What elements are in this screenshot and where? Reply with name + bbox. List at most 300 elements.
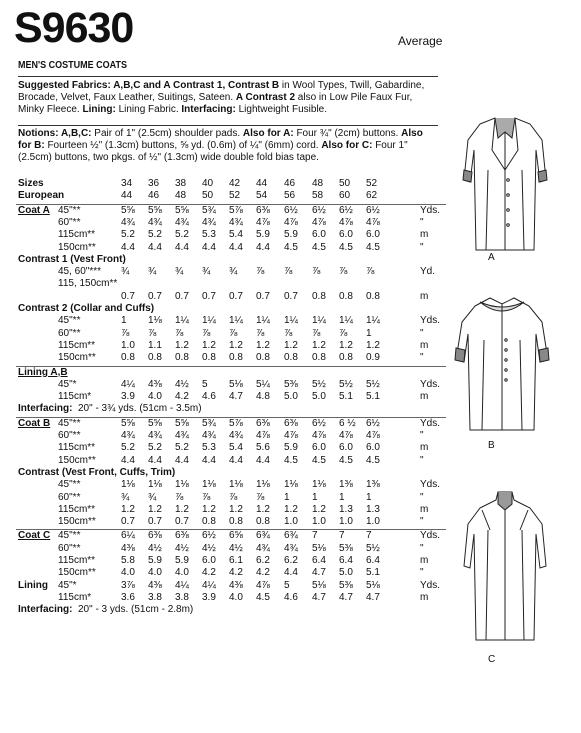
fabric-width: 60"** — [58, 491, 81, 503]
yardage-cell: ⅞ — [366, 266, 375, 278]
yardage-cell: 5.1 — [339, 391, 353, 403]
yardage-cell: 4¼ — [202, 579, 216, 591]
yardage-cell: 6.0 — [339, 442, 353, 454]
yardage-cell: 4.6 — [202, 391, 216, 403]
yardage-cell: ⅞ — [202, 327, 211, 339]
yardage-cell: 1⅛ — [256, 479, 270, 491]
yardage-cell: 5.4 — [229, 229, 243, 241]
table-row — [16, 418, 446, 430]
yardage-cell: 6.0 — [366, 442, 380, 454]
yardage-cell: 1.2 — [256, 503, 270, 515]
yardage-cell: 0.8 — [202, 352, 216, 364]
yardage-cell: 1.2 — [148, 503, 162, 515]
yardage-cell: 1¼ — [339, 315, 353, 327]
yardage-cell: 4.4 — [256, 241, 270, 253]
yardage-cell: 4.0 — [121, 567, 135, 579]
unit-cell: " — [420, 454, 424, 466]
yardage-cell: 4.5 — [339, 454, 353, 466]
yardage-cell: 3.6 — [121, 591, 135, 603]
yardage-cell: 4.5 — [284, 454, 298, 466]
unit-cell: Yds. — [420, 530, 441, 542]
sizes-cell: 40 — [202, 178, 214, 189]
table-row — [16, 567, 446, 579]
coat-b-illustration — [440, 290, 565, 440]
yardage-cell: 5.9 — [256, 229, 270, 241]
yardage-cell: 4¾ — [121, 216, 135, 228]
table-row — [16, 242, 446, 254]
yardage-cell: 5⅝ — [175, 417, 189, 429]
fabric-width: 45"** — [58, 204, 81, 216]
yardage-cell: 5½ — [312, 378, 326, 390]
yardage-cell: 4⅞ — [256, 216, 270, 228]
yardage-cell: 4.6 — [284, 591, 298, 603]
yardage-cell: 6½ — [366, 204, 380, 216]
yardage-cell: 0.9 — [366, 352, 380, 364]
yardage-cell: ⅞ — [175, 327, 184, 339]
yardage-cell: 1 — [366, 491, 372, 503]
european-cell: 52 — [229, 190, 241, 202]
yardage-cell: 1⅛ — [284, 479, 298, 491]
yardage-cell: 4.7 — [366, 591, 380, 603]
yardage-cell: 4.0 — [175, 567, 189, 579]
table-row — [16, 278, 446, 290]
yardage-cell: 5.3 — [202, 229, 216, 241]
fabric-width: 115cm** — [58, 555, 96, 566]
yardage-cell: 4.7 — [312, 591, 326, 603]
yardage-cell: 4.4 — [284, 567, 298, 579]
yardage-cell: 0.8 — [229, 516, 243, 528]
suggested-fabrics: Suggested Fabrics: A,B,C and A Contrast 1, Contrast B in Wool Types, Twill, Gabardine, Brocade, Velvet, Faux Leather, Suitings, Sateen. A Contrast 2 also in Low Pile Faux Fur, Minky Fleece. Lining: Lining Fabric. Interfacing: Lightweight Fusible. — [18, 80, 425, 116]
yardage-cell: ¾ — [148, 266, 157, 278]
interfacing-label: Interfacing: — [18, 403, 73, 415]
yardage-cell: 1¼ — [202, 315, 216, 327]
yardage-cell: 4.5 — [284, 241, 298, 253]
yardage-cell: 4¾ — [121, 430, 135, 441]
yardage-cell: 5.0 — [339, 567, 353, 579]
fabric-width: 45"** — [58, 315, 81, 327]
yardage-cell: 5.4 — [229, 442, 243, 454]
yardage-cell: 4¾ — [256, 542, 270, 554]
yardage-cell: 1¼ — [366, 315, 380, 327]
yardage-cell: 4.4 — [121, 241, 135, 253]
yardage-cell: 1.2 — [312, 339, 326, 351]
unit-cell: " — [420, 241, 424, 253]
yardage-cell: 4.4 — [148, 241, 162, 253]
fabric-width: 150cm** — [58, 516, 96, 528]
unit-cell: Yds. — [420, 417, 441, 429]
table-row — [16, 217, 446, 229]
unit-cell: Yds. — [420, 378, 441, 390]
yardage-cell: 1⅜ — [366, 479, 380, 491]
yardage-cell: 5⅜ — [284, 378, 298, 390]
yardage-cell: 4.5 — [312, 241, 326, 253]
yardage-cell: ⅞ — [312, 266, 321, 278]
yardage-cell: 1¼ — [229, 315, 243, 327]
yardage-cell: 3.9 — [121, 391, 135, 403]
yardage-cell: 1¼ — [284, 315, 298, 327]
yardage-cell: 1⅛ — [121, 479, 135, 491]
yardage-cell: ⅞ — [121, 327, 130, 339]
yardage-cell: 4⅞ — [366, 430, 380, 441]
table-row — [16, 592, 446, 604]
yardage-cell: 1.0 — [366, 516, 380, 528]
yardage-cell: ⅞ — [148, 327, 157, 339]
yardage-cell: 0.7 — [121, 516, 135, 528]
yardage-cell: 1 — [312, 491, 318, 503]
yardage-cell: ¾ — [229, 266, 238, 278]
yardage-cell: 4¾ — [148, 430, 162, 441]
unit-cell: " — [420, 567, 424, 579]
yardage-cell: 6.0 — [202, 555, 216, 566]
yardage-cell: 6.0 — [312, 442, 326, 454]
fabric-width: 45"* — [58, 378, 77, 390]
yardage-cell: 6¾ — [256, 530, 270, 542]
yardage-cell: 5.1 — [366, 391, 380, 403]
yardage-cell: 1⅛ — [175, 479, 189, 491]
yardage-cell: 0.8 — [256, 516, 270, 528]
sizes-cell: 48 — [312, 178, 324, 189]
yardage-cell: 5.6 — [256, 442, 270, 454]
unit-cell: m — [420, 391, 429, 403]
yardage-cell: 6½ — [366, 417, 380, 429]
yardage-cell: 6.0 — [312, 229, 326, 241]
yardage-cell: 1 — [284, 491, 290, 503]
yardage-cell: 0.7 — [121, 290, 135, 302]
section-label: Contrast 2 (Collar and Cuffs) — [18, 303, 155, 314]
table-row — [16, 391, 446, 403]
yardage-cell: 1¼ — [256, 315, 270, 327]
table-header-row — [16, 190, 446, 202]
yardage-cell: 4½ — [229, 542, 243, 554]
yardage-cell: ¾ — [121, 266, 130, 278]
fabric-width: 60"** — [58, 542, 81, 554]
yardage-cell: 5½ — [366, 542, 380, 554]
yardage-cell: 5.9 — [175, 555, 189, 566]
sizes-cell: 44 — [256, 178, 268, 189]
yardage-cell: 1⅛ — [312, 479, 326, 491]
yardage-cell: 5.0 — [312, 391, 326, 403]
row-label: Coat B — [18, 417, 51, 429]
interfacing-label: Interfacing: — [18, 604, 73, 616]
yardage-cell: 1.2 — [284, 503, 298, 515]
yardage-cell: 1 — [339, 491, 345, 503]
yardage-cell: 4.7 — [312, 567, 326, 579]
unit-cell: m — [420, 555, 429, 566]
fabric-width: 150cm** — [58, 454, 96, 466]
fabric-width: 115cm* — [58, 391, 92, 403]
yardage-cell: 5.2 — [175, 229, 189, 241]
yardage-cell: 6⅜ — [284, 417, 298, 429]
yardage-cell: 4⅜ — [229, 579, 243, 591]
unit-cell: Yd. — [420, 266, 436, 278]
yardage-cell: 6.4 — [366, 555, 380, 566]
yardage-cell: 0.7 — [148, 290, 162, 302]
skill-level: Average — [398, 34, 443, 48]
yardage-cell: ¾ — [121, 491, 130, 503]
yardage-cell: 4⅞ — [312, 216, 326, 228]
yardage-cell: 4.5 — [339, 241, 353, 253]
fabric-width: 115cm** — [58, 339, 96, 351]
yardage-cell: 1.0 — [339, 516, 353, 528]
sizes-cell: 52 — [366, 178, 378, 189]
yardage-cell: 4.5 — [366, 241, 380, 253]
yardage-cell: 5⅞ — [229, 417, 243, 429]
yardage-cell: 4.5 — [366, 454, 380, 466]
yardage-cell: 4.5 — [256, 591, 270, 603]
unit-cell: Yds. — [420, 479, 441, 491]
table-row — [16, 442, 446, 454]
yardage-cell: 1.0 — [284, 516, 298, 528]
unit-cell: Yds. — [420, 204, 441, 216]
yardage-cell: 4.2 — [256, 567, 270, 579]
yardage-cell: 5 — [202, 378, 208, 390]
yardage-cell: 3⅞ — [121, 579, 135, 591]
yardage-cell: 0.8 — [229, 352, 243, 364]
yardage-cell: 0.8 — [312, 290, 326, 302]
fabric-width: 45"** — [58, 479, 81, 491]
yardage-cell: 5.2 — [148, 442, 162, 454]
sizes-cell: 36 — [148, 178, 160, 189]
yardage-cell: 4⅞ — [284, 430, 298, 441]
divider — [16, 366, 446, 367]
table-row — [16, 328, 446, 340]
yardage-cell: 6.1 — [229, 555, 243, 566]
section-label: Contrast (Vest Front, Cuffs, Trim) — [18, 466, 176, 478]
yardage-cell: 4.4 — [121, 454, 135, 466]
fabric-width: 150cm** — [58, 352, 96, 364]
table-row — [16, 479, 446, 491]
yardage-cell: 4¾ — [148, 216, 162, 228]
yardage-cell: 0.7 — [202, 290, 216, 302]
sizes-cell: 38 — [175, 178, 187, 189]
table-row — [16, 340, 446, 352]
yardage-cell: 1⅛ — [148, 479, 162, 491]
yardage-cell: ⅞ — [229, 491, 238, 503]
fabric-width: 115cm** — [58, 503, 96, 515]
yardage-cell: 4.7 — [229, 391, 243, 403]
yardage-cell: 0.8 — [175, 352, 189, 364]
yardage-cell: 1.2 — [256, 339, 270, 351]
yardage-cell: 1.2 — [229, 503, 243, 515]
yardage-cell: 6⅜ — [256, 417, 270, 429]
sizes-cell: 34 — [121, 178, 133, 189]
unit-cell: " — [420, 542, 424, 554]
yardage-cell: 0.7 — [256, 290, 270, 302]
yardage-cell: 0.8 — [121, 352, 135, 364]
unit-cell: " — [420, 216, 424, 228]
yardage-cell: ⅞ — [339, 327, 348, 339]
yardage-cell: 4.4 — [256, 454, 270, 466]
table-row — [16, 430, 446, 442]
yardage-cell: 5.3 — [202, 442, 216, 454]
yardage-cell: 0.7 — [175, 290, 189, 302]
unit-cell: Yds. — [420, 315, 441, 327]
yardage-cell: 5.9 — [284, 229, 298, 241]
yardage-cell: 1.2 — [202, 339, 216, 351]
yardage-cell: 1.0 — [312, 516, 326, 528]
yardage-cell: 4¾ — [202, 430, 216, 441]
yardage-cell: 5⅝ — [148, 204, 162, 216]
yardage-cell: 1.2 — [312, 503, 326, 515]
yardage-cell: 1⅛ — [148, 315, 162, 327]
european-cell: 48 — [175, 190, 187, 202]
yardage-cell: 6⅜ — [148, 530, 162, 542]
yardage-cell: 1¼ — [175, 315, 189, 327]
table-row — [16, 205, 446, 217]
divider — [18, 76, 438, 77]
yardage-cell: ⅞ — [229, 327, 238, 339]
european-cell: 44 — [121, 190, 133, 202]
yardage-cell: 4½ — [175, 378, 189, 390]
yardage-cell: 5⅝ — [148, 417, 162, 429]
sizes-cell: 46 — [284, 178, 296, 189]
yardage-cell: 4¾ — [175, 216, 189, 228]
yardage-cell: 5.0 — [284, 391, 298, 403]
yardage-cell: 5⅜ — [339, 579, 353, 591]
yardage-cell: 5¾ — [202, 417, 216, 429]
yardage-cell: 6½ — [202, 530, 216, 542]
yardage-cell: 1.2 — [121, 503, 135, 515]
yardage-cell: 5.2 — [121, 442, 135, 454]
yardage-cell: 4.0 — [148, 391, 162, 403]
yardage-cell: 1 — [121, 315, 127, 327]
yardage-cell: ⅞ — [339, 266, 348, 278]
table-row — [16, 379, 446, 391]
yardage-cell: 6.2 — [256, 555, 270, 566]
row-label: Lining — [18, 579, 48, 591]
unit-cell: m — [420, 503, 429, 515]
yardage-cell: 6.0 — [366, 229, 380, 241]
table-row — [16, 580, 446, 592]
yardage-cell: 5½ — [366, 378, 380, 390]
yardage-cell: 4.0 — [148, 567, 162, 579]
yardage-cell: 5.2 — [121, 229, 135, 241]
yardage-cell: 0.7 — [229, 290, 243, 302]
unit-cell: " — [420, 327, 424, 339]
yardage-cell: 5⅞ — [229, 204, 243, 216]
yardage-cell: 4¼ — [121, 378, 135, 390]
row-label: Coat C — [18, 530, 51, 542]
yardage-cell: 6.4 — [312, 555, 326, 566]
yardage-cell: 5 — [284, 579, 290, 591]
interfacing-text: 20" - 3¾ yds. (51cm - 3.5m) — [78, 403, 202, 415]
yardage-cell: 4¼ — [175, 579, 189, 591]
yardage-cell: 1⅜ — [339, 479, 353, 491]
table-row — [16, 543, 446, 555]
yardage-cell: 1 — [366, 327, 372, 339]
yardage-cell: 0.7 — [284, 290, 298, 302]
yardage-cell: 4.4 — [175, 454, 189, 466]
unit-cell: m — [420, 290, 429, 302]
yardage-cell: 4.4 — [229, 241, 243, 253]
notions: Notions: A,B,C: Pair of 1" (2.5cm) shoulder pads. Also for A: Four ¾" (2cm) buttons. Also for B: Fourteen ½" (1.3cm) buttons, ⅝ yd. (0.6m) of ¼" (6mm) cord. Also for C: Four 1" (2.5cm) buttons, two pkgs. of ½" (1.3cm) wide double fold bias tape. — [18, 128, 423, 164]
yardage-cell: 0.7 — [175, 516, 189, 528]
yardage-cell: 4⅞ — [339, 216, 353, 228]
yardage-cell: 1.1 — [148, 339, 162, 351]
fabric-width: 150cm** — [58, 567, 96, 579]
table-row — [16, 504, 446, 516]
european-cell: 56 — [284, 190, 296, 202]
yardage-cell: ⅞ — [284, 266, 293, 278]
yardage-cell: 5.8 — [121, 555, 135, 566]
yardage-cell: 4⅞ — [366, 216, 380, 228]
yardage-cell: 0.8 — [256, 352, 270, 364]
yardage-cell: 5⅛ — [312, 542, 326, 554]
yardage-cell: 5.1 — [366, 567, 380, 579]
yardage-cell: 0.8 — [312, 352, 326, 364]
interfacing-text: 20" - 3 yds. (51cm - 2.8m) — [78, 604, 194, 616]
fabric-width: 45"* — [58, 579, 77, 591]
yardage-cell: 6⅜ — [175, 530, 189, 542]
pattern-subtitle: MEN'S COSTUME COATS — [18, 60, 127, 71]
table-row — [16, 530, 446, 542]
yardage-cell: 4.2 — [175, 391, 189, 403]
yardage-cell: 1.3 — [339, 503, 353, 515]
row-label: Coat A — [18, 204, 50, 216]
view-label-c: C — [488, 654, 496, 665]
yardage-cell: 6½ — [312, 204, 326, 216]
yardage-cell: 4.8 — [256, 391, 270, 403]
yardage-cell: 5¼ — [256, 378, 270, 390]
yardage-cell: ⅞ — [256, 327, 265, 339]
section-label: Lining A,B — [18, 366, 68, 378]
yardage-cell: 1.2 — [175, 339, 189, 351]
yardage-cell: 4.2 — [202, 567, 216, 579]
yardage-cell: 5⅛ — [312, 579, 326, 591]
table-row — [16, 315, 446, 327]
yardage-cell: 1⅛ — [229, 479, 243, 491]
yardage-cell: 4.2 — [229, 567, 243, 579]
yardage-cell: 5⅝ — [121, 204, 135, 216]
yardage-cell: ⅞ — [256, 491, 265, 503]
yardage-cell: 4½ — [148, 542, 162, 554]
yardage-cell: 1.2 — [339, 339, 353, 351]
yardage-cell: 4¾ — [175, 430, 189, 441]
yardage-cell: 1⅛ — [202, 479, 216, 491]
yardage-cell: 5¾ — [202, 204, 216, 216]
european-cell: 62 — [366, 190, 378, 202]
sizes-cell: 42 — [229, 178, 241, 189]
yardage-cell: ¾ — [148, 491, 157, 503]
table-row — [16, 291, 446, 303]
yardage-cell: 0.8 — [202, 516, 216, 528]
yardage-cell: 5⅛ — [229, 378, 243, 390]
european-cell: 50 — [202, 190, 214, 202]
unit-cell: " — [420, 430, 424, 441]
european-cell: 54 — [256, 190, 268, 202]
yardage-cell: ⅞ — [312, 327, 321, 339]
yardage-cell: 4.4 — [148, 454, 162, 466]
yardage-cell: 4.4 — [202, 241, 216, 253]
yardage-cell: 7 — [366, 530, 372, 542]
fabric-width: 115cm** — [58, 229, 96, 241]
fabric-width: 45, 60"*** — [58, 266, 102, 278]
yardage-cell: 5⅜ — [339, 542, 353, 554]
yardage-cell: 3.8 — [148, 591, 162, 603]
yardage-cell: 5⅝ — [121, 417, 135, 429]
yardage-cell: ¾ — [202, 266, 211, 278]
yardage-cell: 4.4 — [175, 241, 189, 253]
yardage-cell: 4.4 — [229, 454, 243, 466]
yardage-cell: 5.9 — [148, 555, 162, 566]
european-label: European — [18, 190, 65, 202]
fabric-width: 60"** — [58, 327, 81, 339]
unit-cell: m — [420, 442, 429, 454]
interfacing-row — [16, 604, 446, 616]
coat-c-illustration — [450, 490, 560, 650]
yardage-cell: 6.2 — [284, 555, 298, 566]
unit-cell: m — [420, 339, 429, 351]
